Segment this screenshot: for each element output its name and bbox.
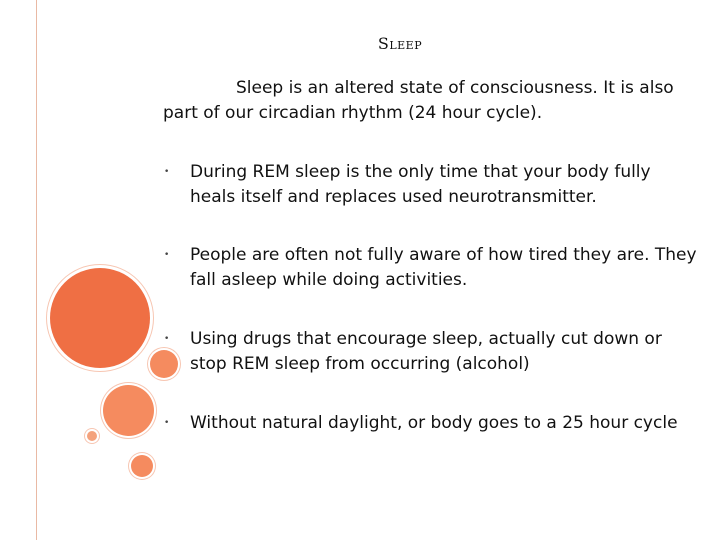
bullet-text: People are often not fully aware of how tired they are. They fall asleep while doing activities. bbox=[190, 245, 697, 290]
decorative-circle-small bbox=[131, 455, 153, 477]
left-accent-line bbox=[36, 0, 37, 540]
bullet-item bbox=[160, 160, 700, 210]
bullet-marker: • bbox=[164, 167, 170, 177]
decorative-circle-tiny bbox=[87, 431, 97, 441]
decorative-circle-medium bbox=[103, 385, 154, 436]
bullet-text: During REM sleep is the only time that your body fully heals itself and replaces used neurotransmitter. bbox=[190, 162, 651, 207]
decorative-circle-large bbox=[50, 268, 150, 368]
bullet-text: Using drugs that encourage sleep, actually cut down or stop REM sleep from occurring (alcohol) bbox=[190, 329, 662, 374]
bullet-item bbox=[160, 243, 700, 293]
bullet-item bbox=[160, 327, 700, 377]
intro-paragraph: Sleep is an altered state of consciousness. It is also part of our circadian rhythm (24 hour cycle). bbox=[163, 78, 674, 123]
slide-title: Sleep bbox=[377, 34, 423, 53]
bullet-marker: • bbox=[164, 334, 170, 344]
bullet-text: Without natural daylight, or body goes to a 25 hour cycle bbox=[190, 413, 678, 433]
bullet-item bbox=[160, 411, 678, 436]
bullet-marker: • bbox=[164, 250, 170, 260]
bullet-marker: • bbox=[164, 418, 170, 428]
